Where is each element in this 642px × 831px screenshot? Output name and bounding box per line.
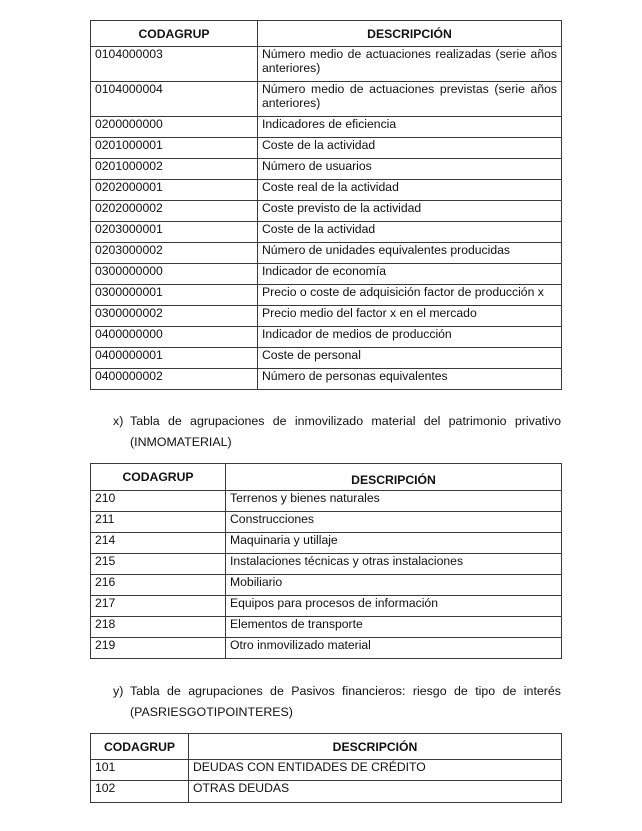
table-row bbox=[91, 554, 562, 575]
indicadores-table bbox=[90, 20, 562, 390]
code-cell: 0104000003 bbox=[91, 47, 258, 82]
column-header-codagrup: CODAGRUP bbox=[91, 734, 189, 760]
description-cell: Indicador de economía bbox=[258, 264, 562, 285]
description-cell: Elementos de transporte bbox=[226, 617, 562, 638]
code-cell: 0202000002 bbox=[91, 201, 258, 222]
table-header-row bbox=[91, 734, 562, 760]
table-row bbox=[91, 243, 562, 264]
description-cell: Número de unidades equivalentes producidas bbox=[258, 243, 562, 264]
description-cell: Número de personas equivalentes bbox=[258, 369, 562, 390]
code-cell: 211 bbox=[91, 512, 226, 533]
table-row bbox=[91, 781, 562, 803]
table-row bbox=[91, 491, 562, 512]
table-row bbox=[91, 369, 562, 390]
code-cell: 0300000001 bbox=[91, 285, 258, 306]
table-row bbox=[91, 617, 562, 638]
code-cell: 0400000001 bbox=[91, 348, 258, 369]
table-header-row bbox=[91, 464, 562, 491]
section-x-heading bbox=[113, 411, 561, 453]
table-row bbox=[91, 264, 562, 285]
code-cell: 0104000004 bbox=[91, 82, 258, 117]
code-cell: 0300000000 bbox=[91, 264, 258, 285]
section-y-code: (PASRIESGOTIPOINTERES) bbox=[130, 705, 293, 719]
code-cell: 0202000001 bbox=[91, 180, 258, 201]
code-cell: 0201000002 bbox=[91, 159, 258, 180]
column-header-descripcion: DESCRIPCIÓN bbox=[189, 734, 562, 760]
code-cell: 214 bbox=[91, 533, 226, 554]
column-header-descripcion: DESCRIPCIÓN bbox=[226, 464, 562, 491]
table-row bbox=[91, 306, 562, 327]
description-cell: Número de usuarios bbox=[258, 159, 562, 180]
code-cell: 217 bbox=[91, 596, 226, 617]
table-row bbox=[91, 201, 562, 222]
description-cell: Indicadores de eficiencia bbox=[258, 117, 562, 138]
section-x-title: Tabla de agrupaciones de inmovilizado material del patrimonio privativo bbox=[130, 414, 561, 428]
inmomaterial-table bbox=[90, 463, 562, 659]
description-cell: Terrenos y bienes naturales bbox=[226, 491, 562, 512]
description-cell: Coste de la actividad bbox=[258, 222, 562, 243]
code-cell: 101 bbox=[91, 760, 189, 781]
section-x-code: (INMOMATERIAL) bbox=[130, 435, 232, 449]
description-cell: Coste real de la actividad bbox=[258, 180, 562, 201]
column-header-codagrup: CODAGRUP bbox=[91, 464, 226, 491]
column-header-descripcion: DESCRIPCIÓN bbox=[258, 21, 562, 47]
table-row bbox=[91, 117, 562, 138]
section-y-label: y) bbox=[113, 684, 124, 698]
code-cell: 215 bbox=[91, 554, 226, 575]
code-cell: 0400000002 bbox=[91, 369, 258, 390]
table-row bbox=[91, 159, 562, 180]
description-cell: DEUDAS CON ENTIDADES DE CRÉDITO bbox=[189, 760, 562, 781]
description-cell: Construcciones bbox=[226, 512, 562, 533]
section-y-title: Tabla de agrupaciones de Pasivos financieros: riesgo de tipo de interés bbox=[130, 684, 561, 698]
description-cell: Precio medio del factor x en el mercado bbox=[258, 306, 562, 327]
code-cell: 0400000000 bbox=[91, 327, 258, 348]
table-row bbox=[91, 348, 562, 369]
pasriesgotipointeres-table bbox=[90, 733, 562, 803]
code-cell: 0200000000 bbox=[91, 117, 258, 138]
description-cell: Maquinaria y utillaje bbox=[226, 533, 562, 554]
description-cell: Instalaciones técnicas y otras instalaciones bbox=[226, 554, 562, 575]
code-cell: 218 bbox=[91, 617, 226, 638]
description-cell: Mobiliario bbox=[226, 575, 562, 596]
description-cell: Número medio de actuaciones realizadas (serie años anteriores) bbox=[258, 47, 562, 82]
description-cell: Coste previsto de la actividad bbox=[258, 201, 562, 222]
description-cell: OTRAS DEUDAS bbox=[189, 781, 562, 803]
section-y-heading bbox=[113, 681, 561, 723]
description-cell: Precio o coste de adquisición factor de producción x bbox=[258, 285, 562, 306]
table-row bbox=[91, 285, 562, 306]
table-row bbox=[91, 327, 562, 348]
section-x-label: x) bbox=[113, 414, 124, 428]
table-row bbox=[91, 596, 562, 617]
table-header-row bbox=[91, 21, 562, 47]
table-row bbox=[91, 575, 562, 596]
description-cell: Número medio de actuaciones previstas (serie años anteriores) bbox=[258, 82, 562, 117]
column-header-codagrup: CODAGRUP bbox=[91, 21, 258, 47]
code-cell: 0203000002 bbox=[91, 243, 258, 264]
code-cell: 0201000001 bbox=[91, 138, 258, 159]
table-row bbox=[91, 760, 562, 781]
table-row bbox=[91, 82, 562, 117]
table-row bbox=[91, 512, 562, 533]
code-cell: 216 bbox=[91, 575, 226, 596]
code-cell: 210 bbox=[91, 491, 226, 512]
code-cell: 219 bbox=[91, 638, 226, 659]
description-cell: Otro inmovilizado material bbox=[226, 638, 562, 659]
table-row bbox=[91, 138, 562, 159]
code-cell: 0300000002 bbox=[91, 306, 258, 327]
table-row bbox=[91, 180, 562, 201]
table-row bbox=[91, 638, 562, 659]
code-cell: 102 bbox=[91, 781, 189, 803]
table-row bbox=[91, 533, 562, 554]
description-cell: Indicador de medios de producción bbox=[258, 327, 562, 348]
description-cell: Equipos para procesos de información bbox=[226, 596, 562, 617]
description-cell: Coste de personal bbox=[258, 348, 562, 369]
code-cell: 0203000001 bbox=[91, 222, 258, 243]
table-row bbox=[91, 222, 562, 243]
table-row bbox=[91, 47, 562, 82]
description-cell: Coste de la actividad bbox=[258, 138, 562, 159]
